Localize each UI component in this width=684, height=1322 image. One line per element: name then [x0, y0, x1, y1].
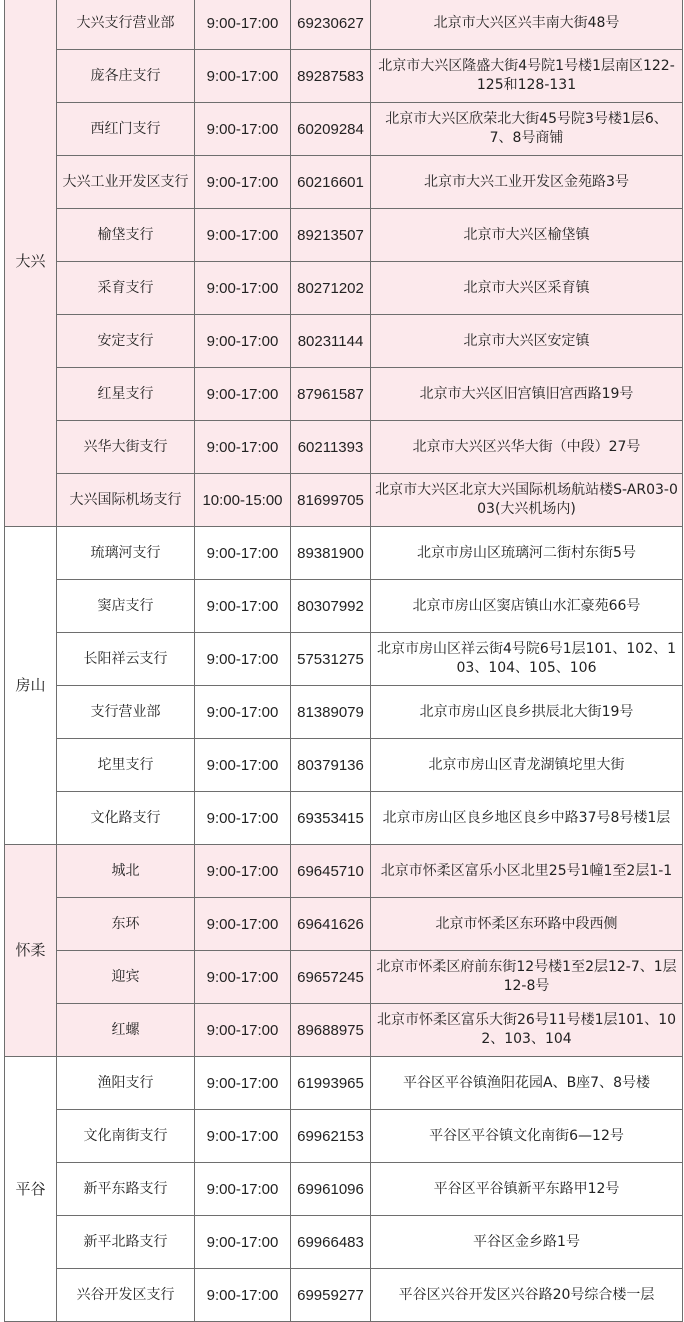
business-hours: 9:00-17:00 [195, 209, 291, 262]
region-cell: 房山 [5, 527, 57, 845]
table-row [5, 262, 683, 315]
branch-address: 北京市大兴区北京大兴国际机场航站楼S-AR03-003(大兴机场内) [371, 474, 683, 527]
table-row [5, 474, 683, 527]
table-row [5, 580, 683, 633]
phone-number: 69645710 [291, 845, 371, 898]
table-row [5, 1216, 683, 1269]
business-hours: 10:00-15:00 [195, 474, 291, 527]
business-hours: 9:00-17:00 [195, 527, 291, 580]
phone-number: 69230627 [291, 0, 371, 50]
table-row [5, 156, 683, 209]
branch-address: 平谷区平谷镇新平东路甲12号 [371, 1163, 683, 1216]
branch-name: 大兴国际机场支行 [57, 474, 195, 527]
branch-name: 坨里支行 [57, 739, 195, 792]
phone-number: 80379136 [291, 739, 371, 792]
phone-number: 81699705 [291, 474, 371, 527]
table-row [5, 209, 683, 262]
branch-address: 北京市房山区良乡地区良乡中路37号8号楼1层 [371, 792, 683, 845]
branch-table-body [5, 0, 683, 1322]
phone-number: 69959277 [291, 1269, 371, 1322]
business-hours: 9:00-17:00 [195, 898, 291, 951]
table-row [5, 1057, 683, 1110]
table-row [5, 0, 683, 50]
phone-number: 80231144 [291, 315, 371, 368]
phone-number: 69961096 [291, 1163, 371, 1216]
branch-name: 新平北路支行 [57, 1216, 195, 1269]
phone-number: 69641626 [291, 898, 371, 951]
business-hours: 9:00-17:00 [195, 580, 291, 633]
phone-number: 89688975 [291, 1004, 371, 1057]
branch-name: 新平东路支行 [57, 1163, 195, 1216]
table-row [5, 1163, 683, 1216]
table-row [5, 1110, 683, 1163]
branch-address: 北京市大兴区旧宫镇旧宫西路19号 [371, 368, 683, 421]
phone-number: 81389079 [291, 686, 371, 739]
table-row [5, 739, 683, 792]
business-hours: 9:00-17:00 [195, 792, 291, 845]
phone-number: 69966483 [291, 1216, 371, 1269]
business-hours: 9:00-17:00 [195, 50, 291, 103]
business-hours: 9:00-17:00 [195, 1004, 291, 1057]
business-hours: 9:00-17:00 [195, 1110, 291, 1163]
branch-address: 北京市房山区祥云街4号院6号1层101、102、103、104、105、106 [371, 633, 683, 686]
branch-address: 北京市房山区良乡拱辰北大街19号 [371, 686, 683, 739]
business-hours: 9:00-17:00 [195, 103, 291, 156]
branch-name: 兴华大街支行 [57, 421, 195, 474]
phone-number: 69962153 [291, 1110, 371, 1163]
branch-address: 北京市怀柔区富乐大街26号11号楼1层101、102、103、104 [371, 1004, 683, 1057]
branch-name: 榆垡支行 [57, 209, 195, 262]
branch-address: 平谷区金乡路1号 [371, 1216, 683, 1269]
branch-address: 北京市大兴区安定镇 [371, 315, 683, 368]
branch-name: 窦店支行 [57, 580, 195, 633]
table-row [5, 951, 683, 1004]
table-row [5, 315, 683, 368]
phone-number: 87961587 [291, 368, 371, 421]
region-cell: 大兴 [5, 0, 57, 527]
branch-address: 平谷区兴谷开发区兴谷路20号综合楼一层 [371, 1269, 683, 1322]
branch-name: 西红门支行 [57, 103, 195, 156]
business-hours: 9:00-17:00 [195, 1057, 291, 1110]
branch-name: 红星支行 [57, 368, 195, 421]
business-hours: 9:00-17:00 [195, 421, 291, 474]
table-row [5, 368, 683, 421]
branch-name: 兴谷开发区支行 [57, 1269, 195, 1322]
branch-address: 北京市怀柔区富乐小区北里25号1幢1至2层1-1 [371, 845, 683, 898]
branch-address: 北京市大兴区欣荣北大街45号院3号楼1层6、7、8号商铺 [371, 103, 683, 156]
branch-address: 北京市怀柔区府前东街12号楼1至2层12-7、1层12-8号 [371, 951, 683, 1004]
business-hours: 9:00-17:00 [195, 315, 291, 368]
table-row [5, 103, 683, 156]
branch-name: 城北 [57, 845, 195, 898]
phone-number: 89213507 [291, 209, 371, 262]
business-hours: 9:00-17:00 [195, 739, 291, 792]
phone-number: 80271202 [291, 262, 371, 315]
branch-name: 大兴工业开发区支行 [57, 156, 195, 209]
table-row [5, 898, 683, 951]
phone-number: 61993965 [291, 1057, 371, 1110]
table-row [5, 845, 683, 898]
business-hours: 9:00-17:00 [195, 686, 291, 739]
branch-name: 庞各庄支行 [57, 50, 195, 103]
branch-name: 采育支行 [57, 262, 195, 315]
branch-table [4, 0, 683, 1322]
branch-name: 渔阳支行 [57, 1057, 195, 1110]
branch-name: 琉璃河支行 [57, 527, 195, 580]
branch-address: 平谷区平谷镇文化南街6—12号 [371, 1110, 683, 1163]
phone-number: 80307992 [291, 580, 371, 633]
branch-address: 平谷区平谷镇渔阳花园A、B座7、8号楼 [371, 1057, 683, 1110]
business-hours: 9:00-17:00 [195, 951, 291, 1004]
business-hours: 9:00-17:00 [195, 1163, 291, 1216]
business-hours: 9:00-17:00 [195, 0, 291, 50]
phone-number: 60216601 [291, 156, 371, 209]
branch-name: 文化路支行 [57, 792, 195, 845]
table-row [5, 50, 683, 103]
region-cell: 平谷 [5, 1057, 57, 1322]
branch-name: 支行营业部 [57, 686, 195, 739]
branch-address: 北京市大兴区采育镇 [371, 262, 683, 315]
business-hours: 9:00-17:00 [195, 1216, 291, 1269]
phone-number: 57531275 [291, 633, 371, 686]
business-hours: 9:00-17:00 [195, 262, 291, 315]
business-hours: 9:00-17:00 [195, 633, 291, 686]
branch-name: 大兴支行营业部 [57, 0, 195, 50]
table-row [5, 633, 683, 686]
branch-name: 文化南街支行 [57, 1110, 195, 1163]
branch-name: 安定支行 [57, 315, 195, 368]
phone-number: 69353415 [291, 792, 371, 845]
branch-name: 红螺 [57, 1004, 195, 1057]
branch-address: 北京市怀柔区东环路中段西侧 [371, 898, 683, 951]
branch-name: 长阳祥云支行 [57, 633, 195, 686]
table-row [5, 1004, 683, 1057]
branch-name: 迎宾 [57, 951, 195, 1004]
branch-address: 北京市大兴工业开发区金苑路3号 [371, 156, 683, 209]
branch-address: 北京市房山区青龙湖镇坨里大街 [371, 739, 683, 792]
phone-number: 89287583 [291, 50, 371, 103]
table-row [5, 421, 683, 474]
branch-address: 北京市大兴区兴丰南大街48号 [371, 0, 683, 50]
region-cell: 怀柔 [5, 845, 57, 1057]
phone-number: 60209284 [291, 103, 371, 156]
branch-address: 北京市大兴区隆盛大街4号院1号楼1层南区122-125和128-131 [371, 50, 683, 103]
phone-number: 60211393 [291, 421, 371, 474]
business-hours: 9:00-17:00 [195, 845, 291, 898]
branch-address: 北京市房山区窦店镇山水汇豪苑66号 [371, 580, 683, 633]
branch-address: 北京市大兴区兴华大街（中段）27号 [371, 421, 683, 474]
table-row [5, 792, 683, 845]
branch-address: 北京市房山区琉璃河二街村东街5号 [371, 527, 683, 580]
phone-number: 89381900 [291, 527, 371, 580]
business-hours: 9:00-17:00 [195, 156, 291, 209]
table-row [5, 527, 683, 580]
business-hours: 9:00-17:00 [195, 1269, 291, 1322]
table-row [5, 1269, 683, 1322]
business-hours: 9:00-17:00 [195, 368, 291, 421]
table-row [5, 686, 683, 739]
phone-number: 69657245 [291, 951, 371, 1004]
branch-name: 东环 [57, 898, 195, 951]
branch-address: 北京市大兴区榆垡镇 [371, 209, 683, 262]
